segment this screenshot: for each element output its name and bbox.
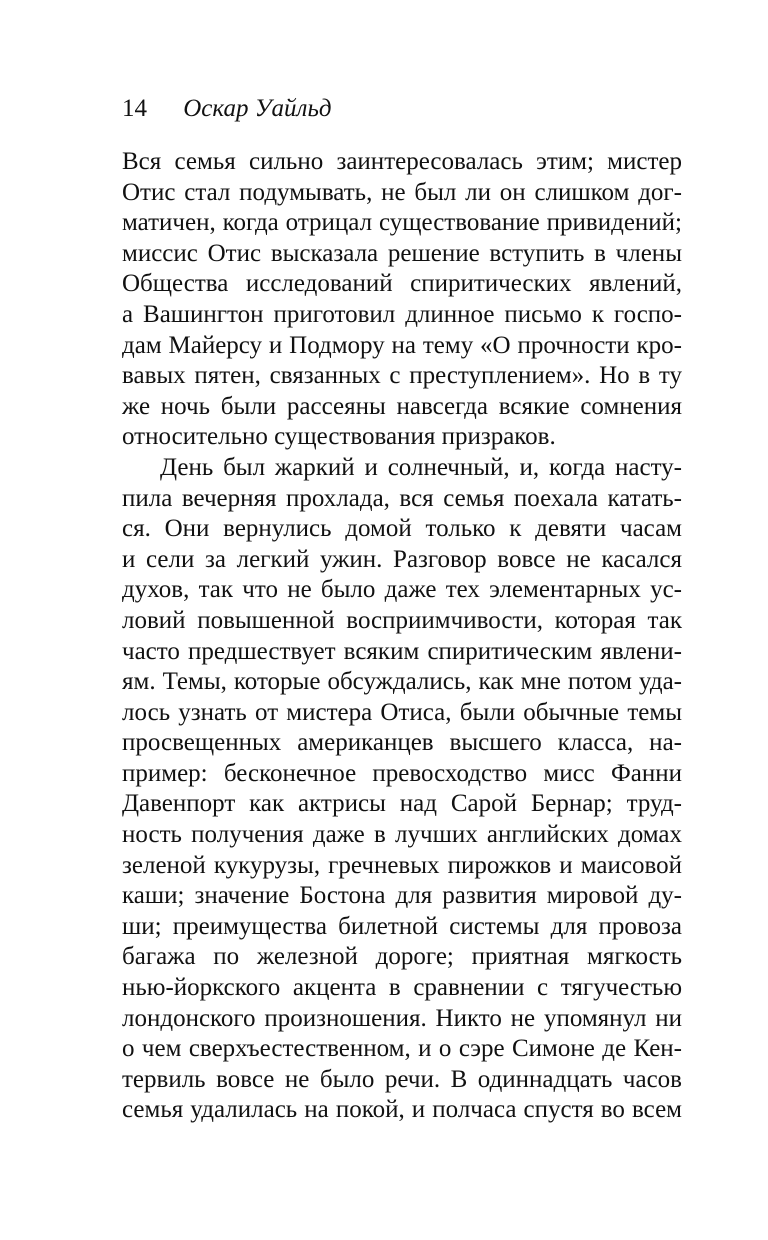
text-line: зеленой кукурузы, гречневых пирожков и маисовой: [122, 851, 682, 879]
text-line: духов, так что не было даже тех элементарных ус-: [122, 576, 682, 604]
text-line: ся. Они вернулись домой только к девяти часам: [122, 515, 682, 543]
text-line: нью-йоркского акцента в сравнении с тягучестью: [122, 974, 682, 1002]
text-line: пила вечерняя прохлада, вся семья поехала катать-: [122, 484, 682, 512]
text-line: о чем сверхъестественном, и о сэре Симоне де Кен-: [122, 1035, 682, 1063]
text-line: ши; преимущества билетной системы для провоза: [122, 912, 682, 940]
text-line: багажа по железной дороге; приятная мягкость: [122, 943, 682, 971]
running-head: [122, 92, 331, 126]
running-title: Оскар Уайльд: [183, 95, 332, 122]
text-line: тервиль вовсе не было речи. В одиннадцать часов: [122, 1065, 682, 1093]
text-line: лось узнать от мистера Отиса, были обычные темы: [122, 698, 682, 726]
text-line: пример: бесконечное превосходство мисс Фанни: [122, 759, 682, 787]
text-line: День был жаркий и солнечный, и, когда насту-: [160, 453, 682, 481]
text-line: относительно существования призраков.: [122, 423, 556, 451]
text-line: дам Майерсу и Подмору на тему «О прочности кро-: [122, 331, 682, 359]
body-text: [122, 147, 682, 1126]
text-line: каши; значение Бостона для развития мировой ду-: [122, 882, 682, 910]
text-line: Вся семья сильно заинтересовалась этим; мистер: [122, 148, 682, 175]
text-line: ловий повышенной восприимчивости, которая так: [122, 606, 682, 634]
text-line: часто предшествует всяким спиритическим явлени-: [122, 637, 682, 665]
text-line: вавых пятен, связанных с преступлением». Но в ту: [122, 362, 682, 390]
page-number: 14: [122, 95, 147, 122]
text-line: и сели за легкий ужин. Разговор вовсе не касался: [122, 545, 682, 573]
text-line: семья удалилась на покой, и полчаса спустя во всем: [122, 1096, 682, 1124]
text-line: же ночь были рассеяны навсегда всякие сомнения: [122, 392, 682, 420]
text-line: матичен, когда отрицал существование привидений;: [122, 209, 682, 237]
text-line: миссис Отис высказала решение вступить в члены: [122, 239, 682, 267]
paragraph-2: [122, 453, 682, 1126]
text-line: лондонского произношения. Никто не упомянул ни: [122, 1004, 682, 1032]
paragraph-1: [122, 147, 682, 453]
text-line: просвещенных американцев высшего класса, на-: [122, 729, 682, 757]
text-line: Давенпорт как актрисы над Сарой Бернар; труд-: [122, 790, 682, 818]
text-line: ность получения даже в лучших английских домах: [122, 821, 682, 849]
text-line: Общества исследований спиритических явлений,: [122, 270, 682, 298]
text-line: а Вашингтон приготовил длинное письмо к госпо-: [122, 300, 682, 328]
text-line: Отис стал подумывать, не был ли он слишком дог-: [122, 178, 682, 206]
text-line: ям. Темы, которые обсуждались, как мне потом уда-: [122, 668, 682, 696]
